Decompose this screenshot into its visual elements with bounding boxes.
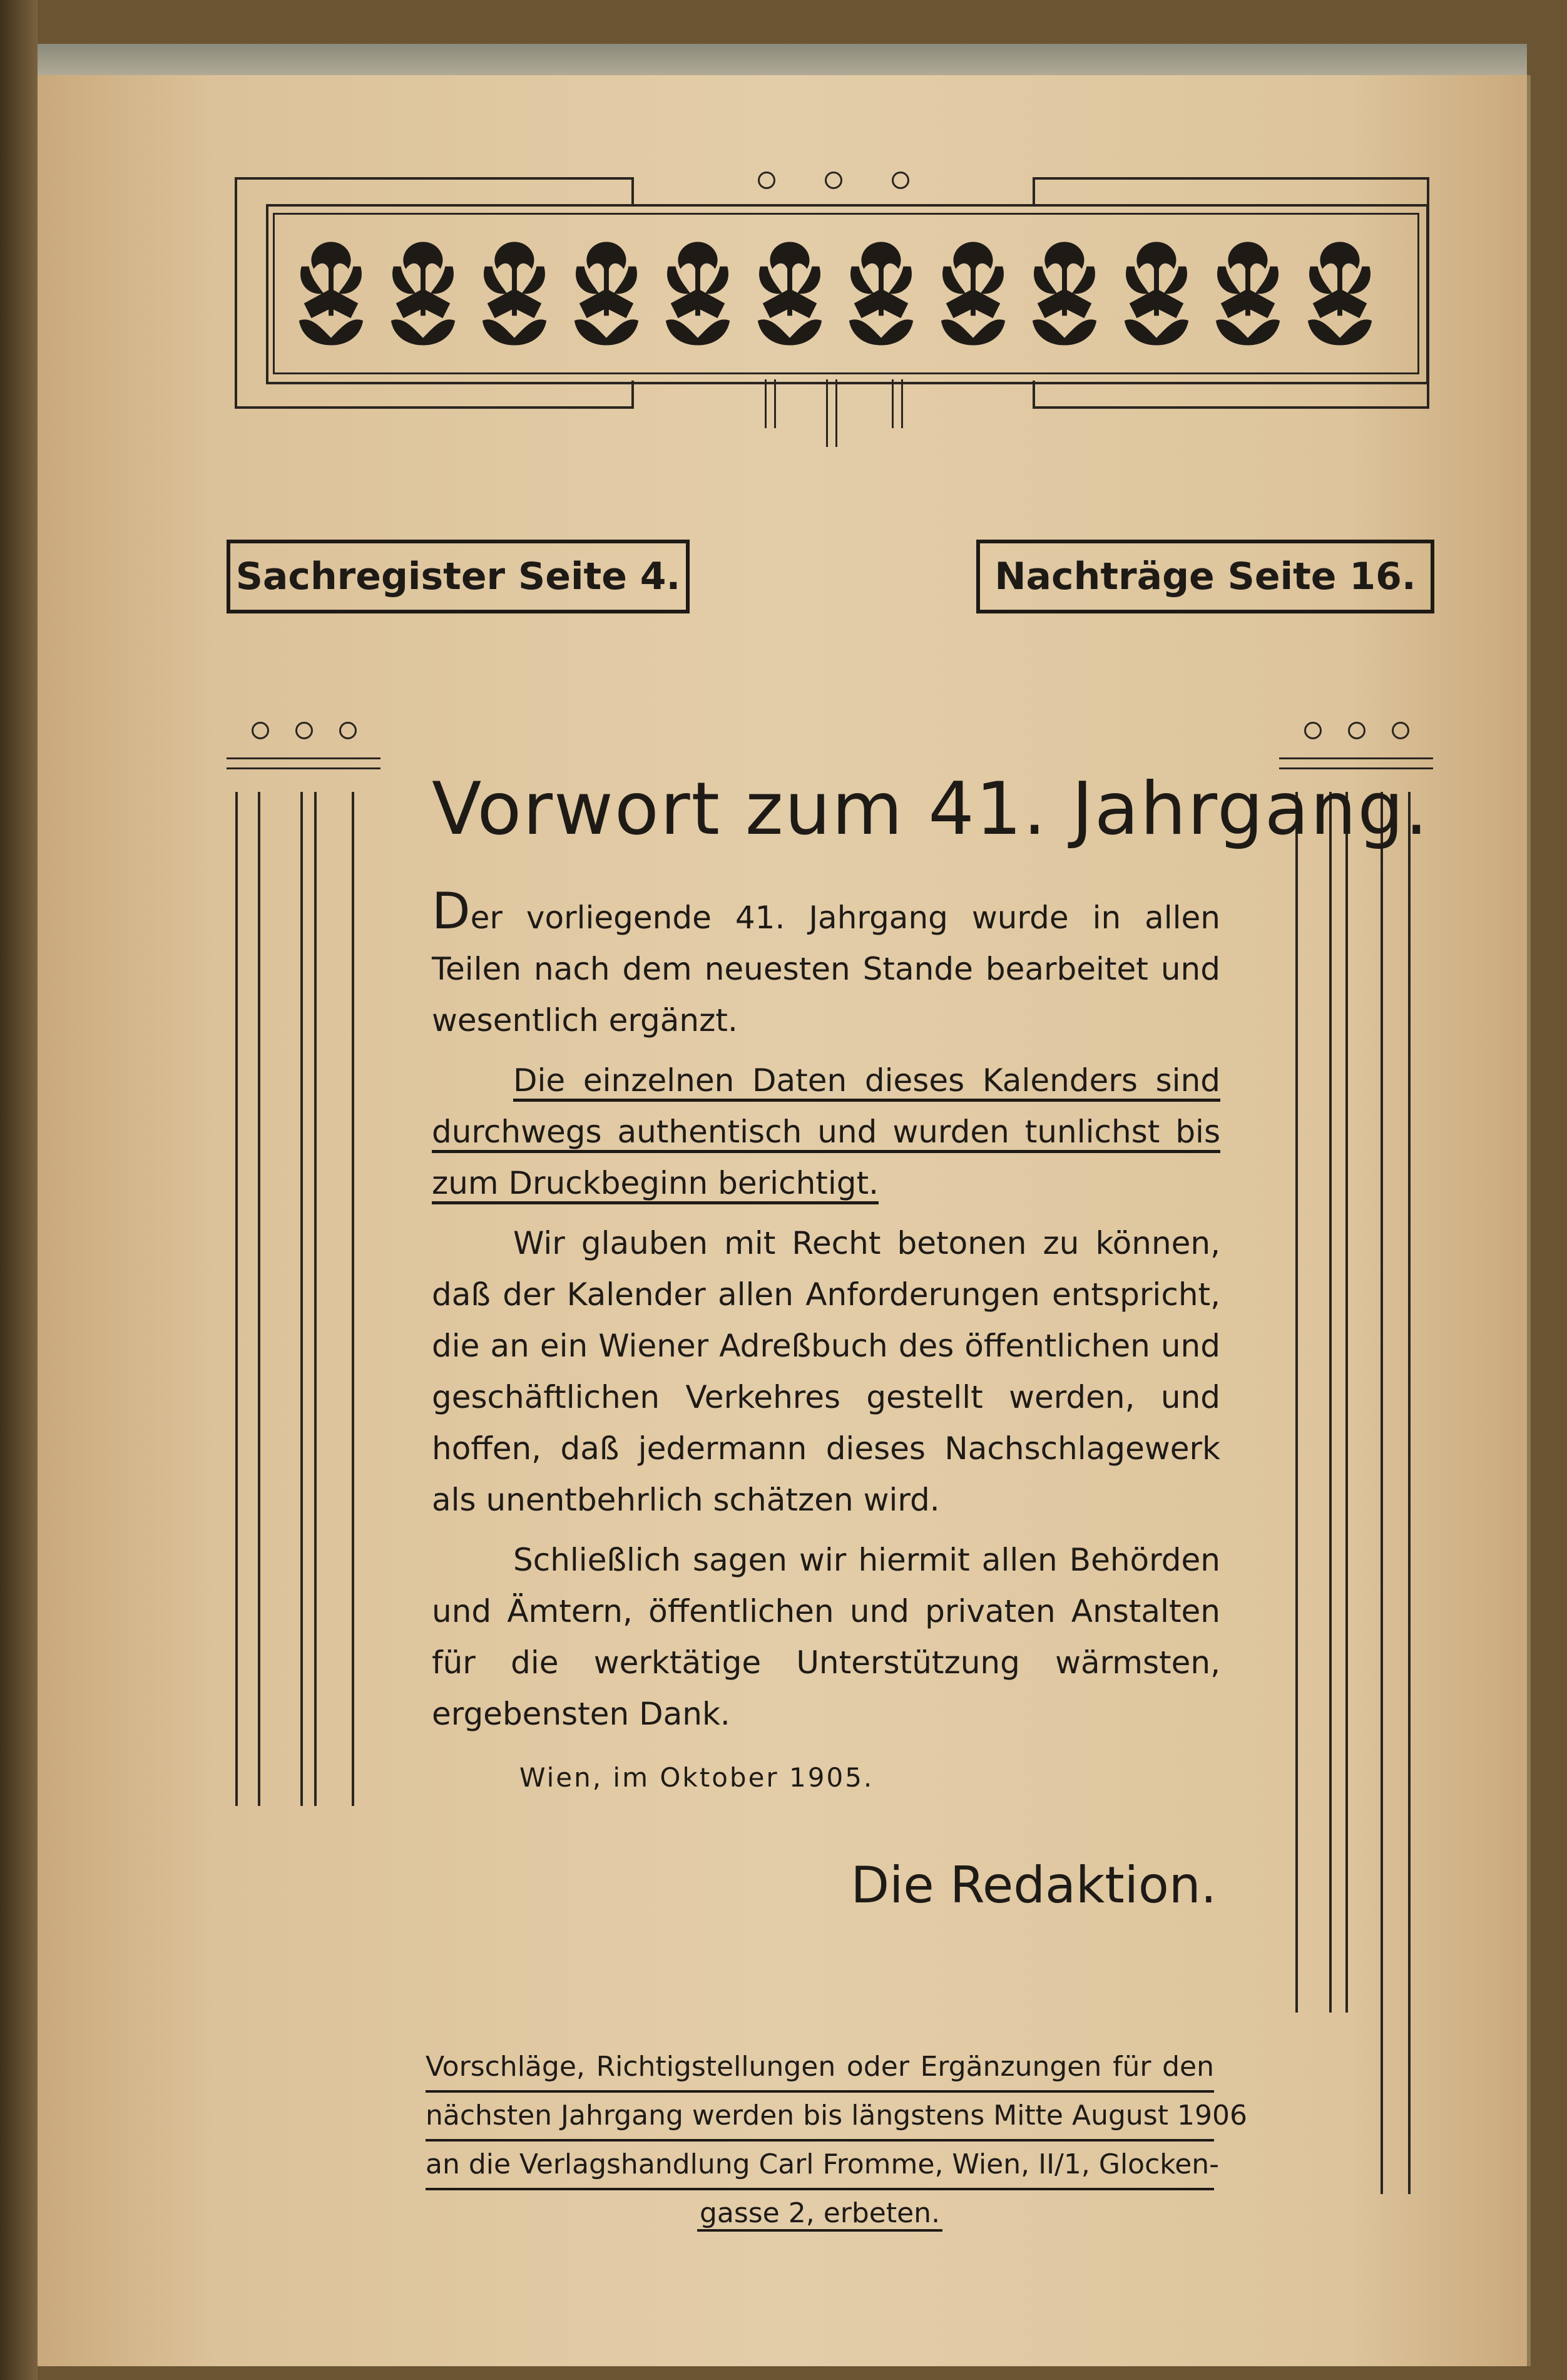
palmette-ornament [569,228,643,354]
circle-ornament [892,172,909,189]
book-spine [0,0,38,2380]
supplements-reference-box [976,540,1434,613]
palmette-ornament [294,228,368,354]
register-reference-label: Sachregister Seite 4. [235,555,681,598]
dateline: Wien, im Oktober 1905. [519,1762,874,1793]
palmette-ornament [844,228,918,354]
palmette-ornament [753,228,827,354]
palmette-ornament [661,228,735,354]
foreword-body [432,882,1220,1740]
paragraph-2 [432,1055,1220,1209]
palmette-ornament [1028,228,1101,354]
palmette-ornament [386,228,460,354]
palmette-ornament [1211,228,1285,354]
footnote-line-2: nächsten Jahrgang werden bis längstens Mitte August 1906 [426,2093,1214,2141]
footnote-line-1: Vorschläge, Richtigstellungen oder Ergänzungen für den [426,2044,1214,2093]
paragraph-1: Der vorliegende 41. Jahrgang wurde in allen Teilen nach dem neuesten Stande bearbeitet und wesentlich ergänzt. [432,882,1220,1039]
paragraph-2-text: Die einzelnen Daten dieses Kalenders sind durchwegs authentisch und wurden tunlichst bis zum Druckbeginn berichtigt. [432,1062,1220,1204]
footnote-line-3: an die Verlagshandlung Carl Fromme, Wien, II/1, Glocken- [426,2141,1214,2190]
supplements-reference-label: Nachträge Seite 16. [994,555,1416,598]
palmette-ornament [477,228,551,354]
palmette-ornament [1303,228,1377,354]
footnote [426,2044,1247,2237]
page-title: Vorwort zum 41. Jahrgang. [432,767,1429,851]
circle-ornament [758,172,775,189]
palmette-ornament [1120,228,1193,354]
palmette-frieze [294,225,1377,357]
paragraph-3: Wir glauben mit Recht betonen zu können, daß der Kalender allen Anforderungen entspricht, die an ein Wiener Adreßbuch des öffentlichen und geschäftlichen Verkehres gestellt werden, und hoffen, daß jedermann dieses Nachschlagewerk als unentbehrlich schätzen wird. [432,1225,1220,1518]
footnote-line-4: gasse 2, erbeten. [697,2197,942,2232]
circle-ornament [825,172,842,189]
signature: Die Redaktion. [850,1856,1217,1914]
footnote-line-4-wrap [426,2190,1214,2237]
palmette-ornament [936,228,1010,354]
register-reference-box [227,540,690,613]
paragraph-4: Schließlich sagen wir hiermit allen Behörden und Ämtern, öffentlichen und privaten Anstalten für die werktätige Unterstützung wärmsten, ergebensten Dank. [432,1542,1220,1732]
